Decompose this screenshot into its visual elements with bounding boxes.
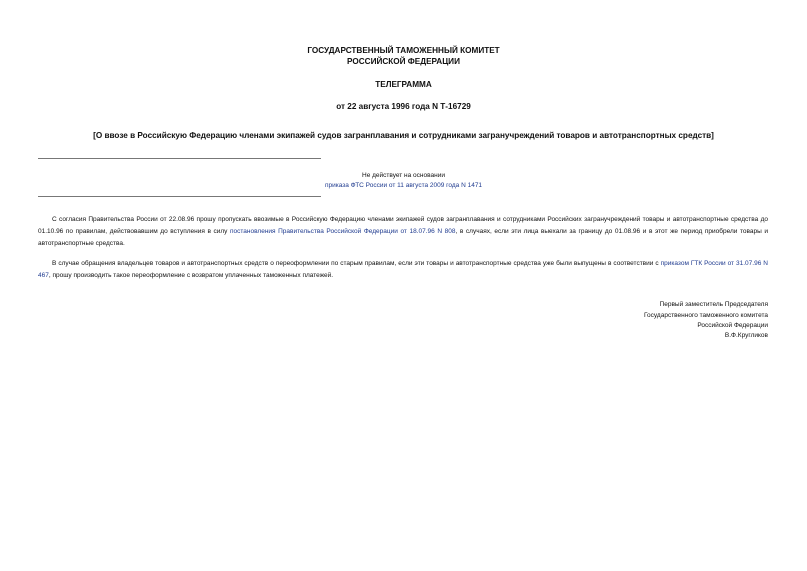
signatory-name: В.Ф.Кругликов — [724, 332, 768, 339]
org-name-line2: РОССИЙСКОЙ ФЕДЕРАЦИИ — [347, 57, 460, 66]
body-paragraph-1 — [38, 214, 768, 250]
org-name-line1: ГОСУДАРСТВЕННЫЙ ТАМОЖЕННЫЙ КОМИТЕТ — [307, 46, 500, 55]
paragraph-2-link[interactable]: приказом ГТК России от 31.07.96 N 467 — [38, 260, 768, 279]
document-title: [О ввозе в Российскую Федерацию членами экипажей судов загранплавания и сотрудниками загранучреждений товаров и автотранспортных средств] — [93, 131, 714, 140]
body-paragraph-2 — [38, 258, 768, 282]
paragraph-1-link[interactable]: постановления Правительства Российской Федерации от 18.07.96 N 808 — [230, 228, 456, 235]
paragraph-2-text-a: В случае обращения владельцев товаров и автотранспортных средств о переоформлении по старым правилам, если эти товары и автотранспортные средства уже были выпущены в соответствии с — [52, 260, 661, 267]
status-link-wrap — [0, 181, 807, 190]
signature-position-line3: Российской Федерации — [697, 322, 768, 329]
status-note: Не действует на основании — [362, 172, 445, 179]
document-type: ТЕЛЕГРАММА — [375, 80, 432, 89]
paragraph-1-text-a: С согласия Правительства России от 22.08.96 прошу пропускать ввозимые в Российскую Федерацию членами экипажей судов загранплавания и сотрудниками Российских загранучреждений товары и автотранспортные средства до 01.10.96 по правилам, действовавшим до вступления в силу — [38, 216, 768, 235]
signature-position-line2: Государственного таможенного комитета — [643, 312, 768, 319]
status-link[interactable]: приказа ФТС России от 11 августа 2009 года N 1471 — [324, 182, 483, 189]
divider-top — [38, 158, 321, 159]
paragraph-1-text-b: , в случаях, если эти лица выехали за границу до 01.08.96 и в этот же период приобрели товары и автотранспортные средства. — [38, 228, 768, 247]
divider-bottom — [38, 196, 321, 197]
document-date-number: от 22 августа 1996 года N Т-16729 — [336, 102, 471, 111]
signature-position-line1: Первый заместитель Председателя — [659, 301, 768, 308]
paragraph-2-text-b: , прошу производить такое переоформление с возвратом уплаченных таможенных платежей. — [48, 272, 334, 279]
